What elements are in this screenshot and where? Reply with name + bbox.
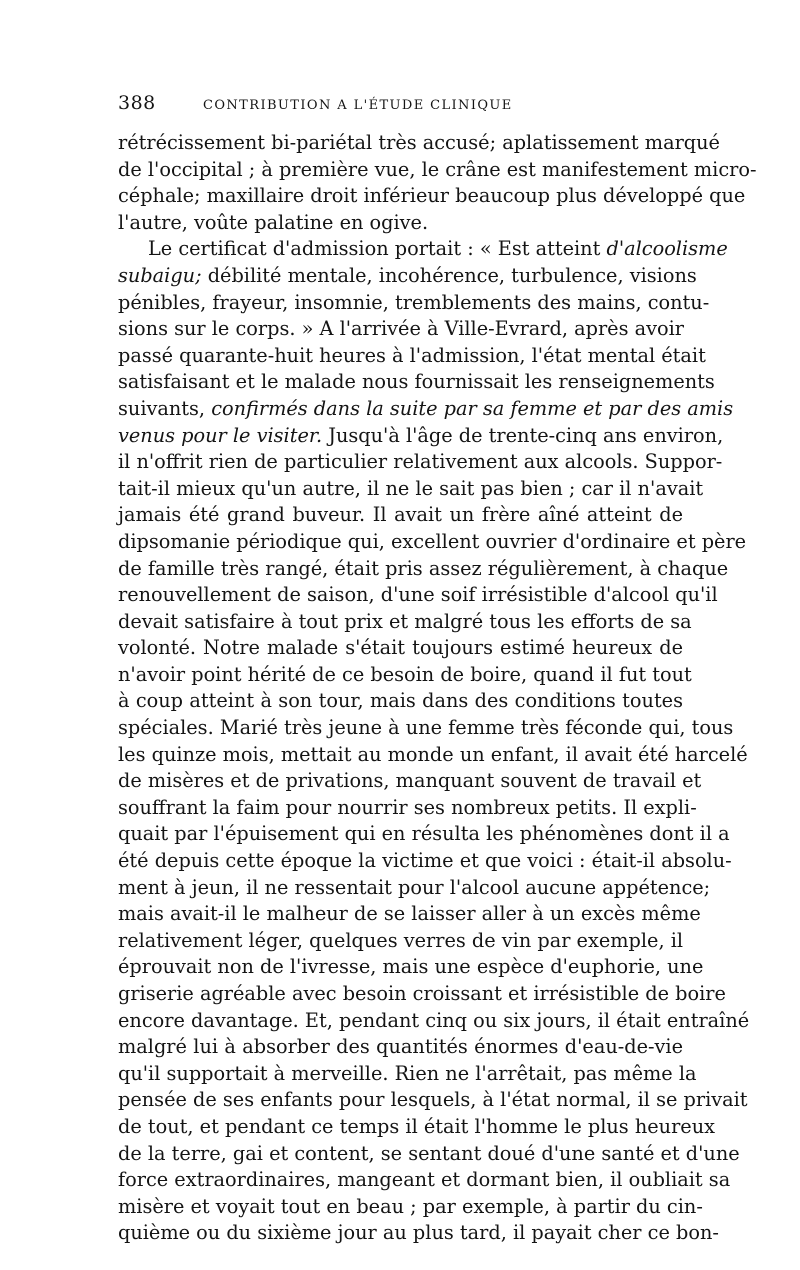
text-line [118,183,746,210]
text-span: passé quarante-huit heures à l'admission, l'état mental était [118,343,706,367]
text-span: été depuis cette époque la victime et que voici : était-il absolu- [118,849,732,873]
text-span: malgré lui à absorber des quantités énormes d'eau-de-vie [118,1035,683,1059]
body-text [118,130,757,1247]
text-line [118,821,730,848]
text-line [118,316,683,343]
text-line [118,609,692,636]
text-span: de misères et de privations, manquant souvent de travail et [118,769,702,793]
text-span: devait satisfaire à tout prix et malgré tous les efforts de sa [118,609,692,633]
text-line [118,954,704,981]
text-span: force extraordinaires, mangeant et dormant bien, il oubliait sa [118,1168,731,1192]
text-line [118,981,726,1008]
text-span: volonté. Notre malade s'était toujours estimé heureux de [118,636,683,660]
text-span: tait-il mieux qu'un autre, il ne le sait pas bien ; car il n'avait [118,476,704,500]
text-span: jamais été grand buveur. Il avait un frère aîné atteint de [118,503,683,527]
text-span: mais avait-il le malheur de se laisser aller à un excès même [118,902,701,926]
text-span: ment à jeun, il ne ressentait pour l'alcool aucune appétence; [118,875,711,899]
text-span: de la terre, gai et content, se sentant doué d'une santé et d'une [118,1141,740,1165]
text-span: pensée de ses enfants pour lesquels, à l'état normal, il se privait [118,1088,748,1112]
text-span: quième ou du sixième jour au plus tard, il payait cher ce bon- [118,1221,719,1245]
italic-text: confirmés dans la suite par sa femme et par des amis [211,396,734,420]
text-span: souffrant la faim pour nourrir ses nombreux petits. Il expli- [118,795,697,819]
text-span: de tout, et pendant ce temps il était l'homme le plus heureux [118,1114,715,1138]
text-span: satisfaisant et le malade nous fournissait les renseignements [118,370,715,394]
text-line [118,157,757,184]
text-line [118,582,718,609]
text-span: éprouvait non de l'ivresse, mais une espèce d'euphorie, une [118,955,704,979]
text-line [118,529,747,556]
text-span: misère et voyait tout en beau ; par exemple, à partir du cin- [118,1194,703,1218]
text-span: Jusqu'à l'âge de trente-cinq ans environ, [322,423,724,447]
text-span: les quinze mois, mettait au monde un enfant, il avait été harcelé [118,742,748,766]
text-line [118,1114,715,1141]
text-line [118,688,683,715]
text-line [118,662,692,689]
text-line [118,1061,697,1088]
text-span: renouvellement de saison, d'une soif irrésistible d'alcool qu'il [118,583,718,607]
text-line [118,768,702,795]
text-span: débilité mentale, incohérence, turbulence, visions [201,263,697,287]
text-line [118,901,701,928]
text-span: sions sur le corps. » A l'arrivée à Ville-Evrard, après avoir [118,317,684,341]
text-line [118,502,683,529]
text-line [118,423,724,450]
text-line [118,130,720,157]
text-line [118,1220,719,1247]
text-line [118,875,711,902]
text-span: rétrécissement bi-pariétal très accusé; aplatissement marqué [118,131,720,154]
italic-text: venus pour le visiter. [118,423,323,447]
running-head [118,92,683,126]
text-span: il n'offrit rien de particulier relativement aux alcools. Suppor- [118,450,723,474]
text-line [118,290,710,317]
text-line [118,635,683,662]
text-span: de famille très rangé, était pris assez régulièrement, à chaque [118,556,729,580]
text-span: n'avoir point hérité de ce besoin de boire, quand il fut tout [118,662,692,686]
text-line [118,449,723,476]
italic-text: d'alcoolisme [606,237,728,261]
text-line [118,369,715,396]
text-span: qu'il supportait à merveille. Rien ne l'arrêtait, pas même la [118,1061,697,1085]
text-span: céphale; maxillaire droit inférieur beaucoup plus développé que [118,184,746,208]
text-line [118,210,683,237]
text-line [118,928,683,955]
text-span: Le certificat d'admission portait : « Est atteint [148,237,607,261]
text-span: à coup atteint à son tour, mais dans des conditions toutes [118,689,683,713]
text-line [118,1141,740,1168]
running-title: CONTRIBUTION A L'ÉTUDE CLINIQUE [203,98,513,113]
text-line [118,263,697,290]
text-line [118,476,704,503]
text-line [118,236,728,263]
text-line [118,1034,683,1061]
text-span: l'autre, voûte palatine en ogive. [118,210,429,234]
text-span: dipsomanie périodique qui, excellent ouvrier d'ordinaire et père [118,529,747,553]
text-line [118,396,734,423]
text-line [118,848,732,875]
page-number: 388 [118,92,156,114]
book-page [118,92,757,1247]
text-span: encore davantage. Et, pendant cinq ou six jours, il était entraîné [118,1008,750,1032]
text-line [118,742,748,769]
text-line [118,1194,703,1221]
italic-text: subaigu; [118,263,202,287]
text-line [118,1008,750,1035]
text-span: spéciales. Marié très jeune à une femme très féconde qui, tous [118,716,734,740]
text-line [118,343,706,370]
text-span: quait par l'épuisement qui en résulta les phénomènes dont il a [118,822,730,846]
text-line [118,715,734,742]
text-span: suivants, [118,396,212,420]
text-span: pénibles, frayeur, insomnie, tremblements des mains, contu- [118,290,710,314]
text-line [118,795,697,822]
text-span: de l'occipital ; à première vue, le crâne est manifestement micro- [118,157,757,181]
text-line [118,1087,748,1114]
text-span: griserie agréable avec besoin croissant et irrésistible de boire [118,982,726,1005]
text-span: relativement léger, quelques verres de vin par exemple, il [118,928,684,952]
text-line [118,1167,731,1194]
text-line [118,556,729,583]
